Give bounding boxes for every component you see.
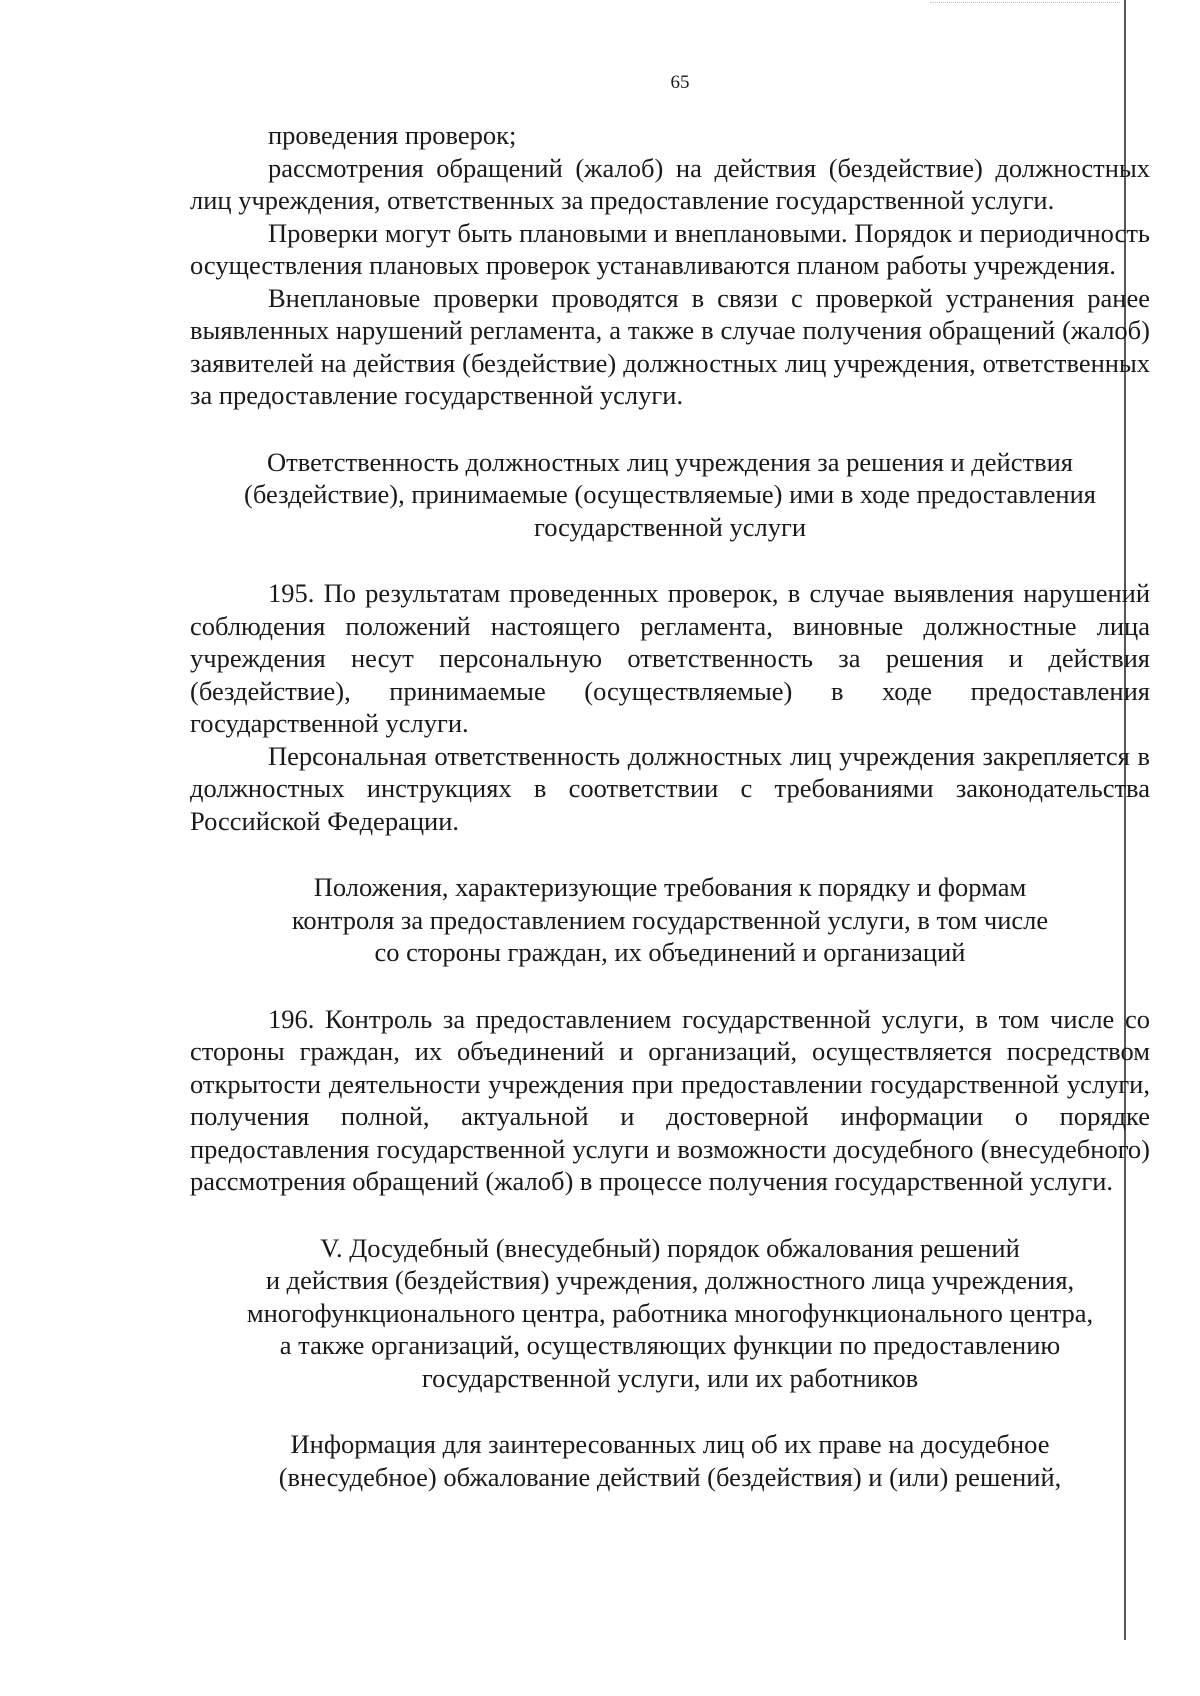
section-heading	[190, 871, 1150, 969]
heading-line: и действия (бездействия) учреждения, должностного лица учреждения,	[265, 1265, 1075, 1295]
heading-line: Ответственность должностных лиц учреждения за решения и действия	[267, 446, 1073, 477]
paragraph: проведения проверок;	[268, 120, 517, 150]
section-heading	[190, 446, 1150, 544]
heading-line: государственной услуги, или их работников	[421, 1362, 919, 1393]
heading-line: многофункционального центра, работника многофункционального центра,	[246, 1297, 1094, 1328]
page-number: 65	[670, 72, 690, 93]
heading-line: (внесудебное) обжалование действий (бездействия) и (или) решений,	[278, 1461, 1062, 1492]
paragraph: рассмотрения обращений (жалоб) на действия (бездействие) должностных лиц учреждения, ответственных за предоставление государственной услуги.	[190, 152, 1150, 215]
paragraph: 196. Контроль за предоставлением государственной услуги, в том числе со стороны граждан, их объединений и организаций, осуществляется посредством открытости деятельности учреждения при предоставлении государственной услуги, получения полной, актуальной и достоверной информации о порядке предоставления государственной услуги и возможности досудебного (внесудебного) рассмотрения обращений (жалоб) в процессе получения государственной услуги.	[190, 1003, 1150, 1196]
heading-line: Положения, характеризующие требования к порядку и формам	[313, 872, 1027, 902]
paragraph: Внеплановые проверки проводятся в связи с проверкой устранения ранее выявленных нарушений регламента, а также в случае получения обращений (жалоб) заявителей на действия (бездействие) должностных лиц учреждения, ответственных за предоставление государственной услуги.	[190, 282, 1150, 410]
scan-artifact	[930, 2, 1120, 9]
heading-line: государственной услуги	[533, 511, 807, 542]
heading-line: а также организаций, осуществляющих функции по предоставлению	[279, 1330, 1061, 1360]
heading-line: V. Досудебный (внесудебный) порядок обжалования решений	[320, 1232, 1020, 1263]
heading-line: контроля за предоставлением государственной услуги, в том числе	[291, 904, 1049, 935]
heading-line: (бездействие), принимаемые (осуществляемые) ими в ходе предоставления	[244, 479, 1096, 509]
section-heading	[190, 1428, 1150, 1493]
heading-line: со стороны граждан, их объединений и организаций	[374, 937, 966, 967]
heading-line: Информация для заинтересованных лиц об их праве на досудебное	[290, 1429, 1050, 1459]
paragraph: Персональная ответственность должностных лиц учреждения закрепляется в должностных инструкциях в соответствии с требованиями законодательства Российской Федерации.	[190, 740, 1150, 836]
document-body	[190, 119, 1150, 1493]
paragraph: Проверки могут быть плановыми и внеплановыми. Порядок и периодичность осуществления плановых проверок устанавливаются планом работы учреждения.	[190, 217, 1150, 280]
chapter-heading	[190, 1232, 1150, 1395]
paragraph: 195. По результатам проведенных проверок, в случае выявления нарушений соблюдения положений настоящего регламента, виновные должностные лица учреждения несут персональную ответственность за решения и действия (бездействие), принимаемые (осуществляемые) в ходе предоставления государственной услуги.	[190, 578, 1150, 738]
